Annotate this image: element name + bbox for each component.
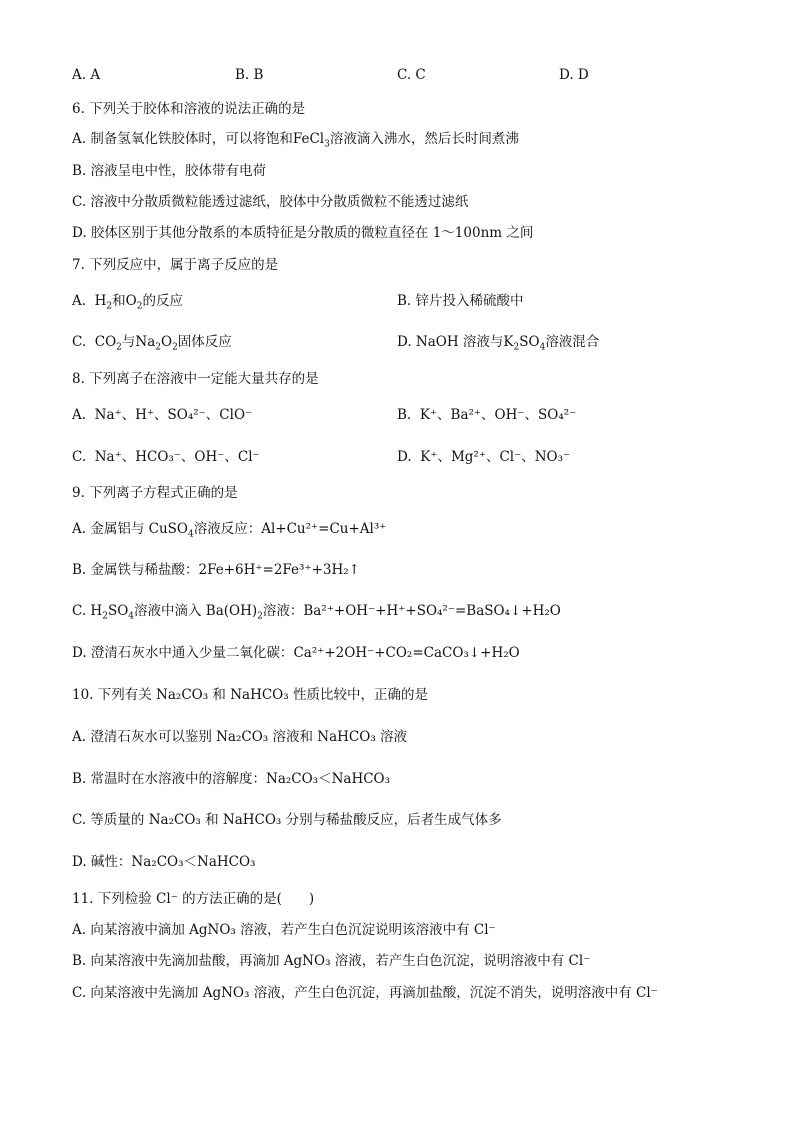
q6-option-a: A. 制备氢氧化铁胶体时，可以将饱和FeCl$_3$溶液滴入沸水，然后长时间煮沸 xyxy=(72,131,519,150)
q6-option-d: D. 胶体区别于其他分散系的本质特征是分散质的微粒直径在 1～100nm 之间 xyxy=(72,225,534,241)
q8-option-c: C. Na⁺、HCO₃⁻、OH⁻、Cl⁻ xyxy=(72,449,260,465)
q6-option-c: C. 溶液中分散质微粒能透过滤纸，胶体中分散质微粒不能透过滤纸 xyxy=(72,194,469,210)
q10-option-a: A. 澄清石灰水可以鉴别 Na₂CO₃ 溶液和 NaHCO₃ 溶液 xyxy=(72,729,408,745)
q6-stem: 6. 下列关于胶体和溶液的说法正确的是 xyxy=(72,101,306,117)
q7-option-c: C. $CO_2$与$Na_2O_2$固体反应 xyxy=(72,334,232,353)
q11-option-b: B. 向某溶液中先滴加盐酸，再滴加 AgNO₃ 溶液，若产生白色沉淀，说明溶液中有 Cl⁻ xyxy=(72,953,591,969)
q7-stem: 7. 下列反应中，属于离子反应的是 xyxy=(72,257,279,273)
q7-option-d: D. NaOH 溶液与$K_2SO_4$溶液混合 xyxy=(397,334,600,353)
prev-option-b: B. B xyxy=(235,67,264,83)
q6-option-b: B. 溶液呈电中性，胶体带有电荷 xyxy=(72,163,267,179)
q9-option-a: A. 金属铝与 CuSO$_4$溶液反应：Al+Cu²⁺=Cu+Al³⁺ xyxy=(72,521,387,540)
prev-option-d: D. D xyxy=(559,67,589,83)
q9-option-c: C. $H_2SO_4$溶液中滴入 $Ba(OH)_2$溶液：Ba²⁺+OH⁻+H⁺+SO₄²⁻=BaSO₄↓+H₂O xyxy=(72,603,561,622)
q9-stem: 9. 下列离子方程式正确的是 xyxy=(72,485,238,501)
q9-option-b: B. 金属铁与稀盐酸：2Fe+6H⁺=2Fe³⁺+3H₂↑ xyxy=(72,562,360,578)
q8-option-a: A. Na⁺、H⁺、SO₄²⁻、ClO⁻ xyxy=(72,407,253,423)
q8-option-b: B. K⁺、Ba²⁺、OH⁻、SO₄²⁻ xyxy=(397,407,577,423)
q10-option-c: C. 等质量的 Na₂CO₃ 和 NaHCO₃ 分别与稀盐酸反应，后者生成气体多 xyxy=(72,812,502,828)
prev-option-a: A. A xyxy=(72,67,101,83)
q8-option-d: D. K⁺、Mg²⁺、Cl⁻、NO₃⁻ xyxy=(397,449,571,465)
q10-option-b: B. 常温时在水溶液中的溶解度：Na₂CO₃＜NaHCO₃ xyxy=(72,771,391,787)
q11-option-a: A. 向某溶液中滴加 AgNO₃ 溶液，若产生白色沉淀说明该溶液中有 Cl⁻ xyxy=(72,922,496,938)
q11-option-c: C. 向某溶液中先滴加 AgNO₃ 溶液，产生白色沉淀，再滴加盐酸，沉淀不消失，说明溶液中有 Cl⁻ xyxy=(72,985,658,1001)
q7-option-b: B. 锌片投入稀硫酸中 xyxy=(397,293,524,309)
q7-option-a: A. $H_2$和$O_2$的反应 xyxy=(72,293,183,312)
q9-option-d: D. 澄清石灰水中通入少量二氧化碳：Ca²⁺+2OH⁻+CO₂=CaCO₃↓+H₂O xyxy=(72,645,520,661)
q11-stem: 11. 下列检验 Cl⁻ 的方法正确的是( ) xyxy=(72,891,315,907)
prev-option-c: C. C xyxy=(397,67,426,83)
q10-option-d: D. 碱性：Na₂CO₃＜NaHCO₃ xyxy=(72,854,256,870)
q8-stem: 8. 下列离子在溶液中一定能大量共存的是 xyxy=(72,371,319,387)
q10-stem: 10. 下列有关 Na₂CO₃ 和 NaHCO₃ 性质比较中，正确的是 xyxy=(72,687,428,703)
